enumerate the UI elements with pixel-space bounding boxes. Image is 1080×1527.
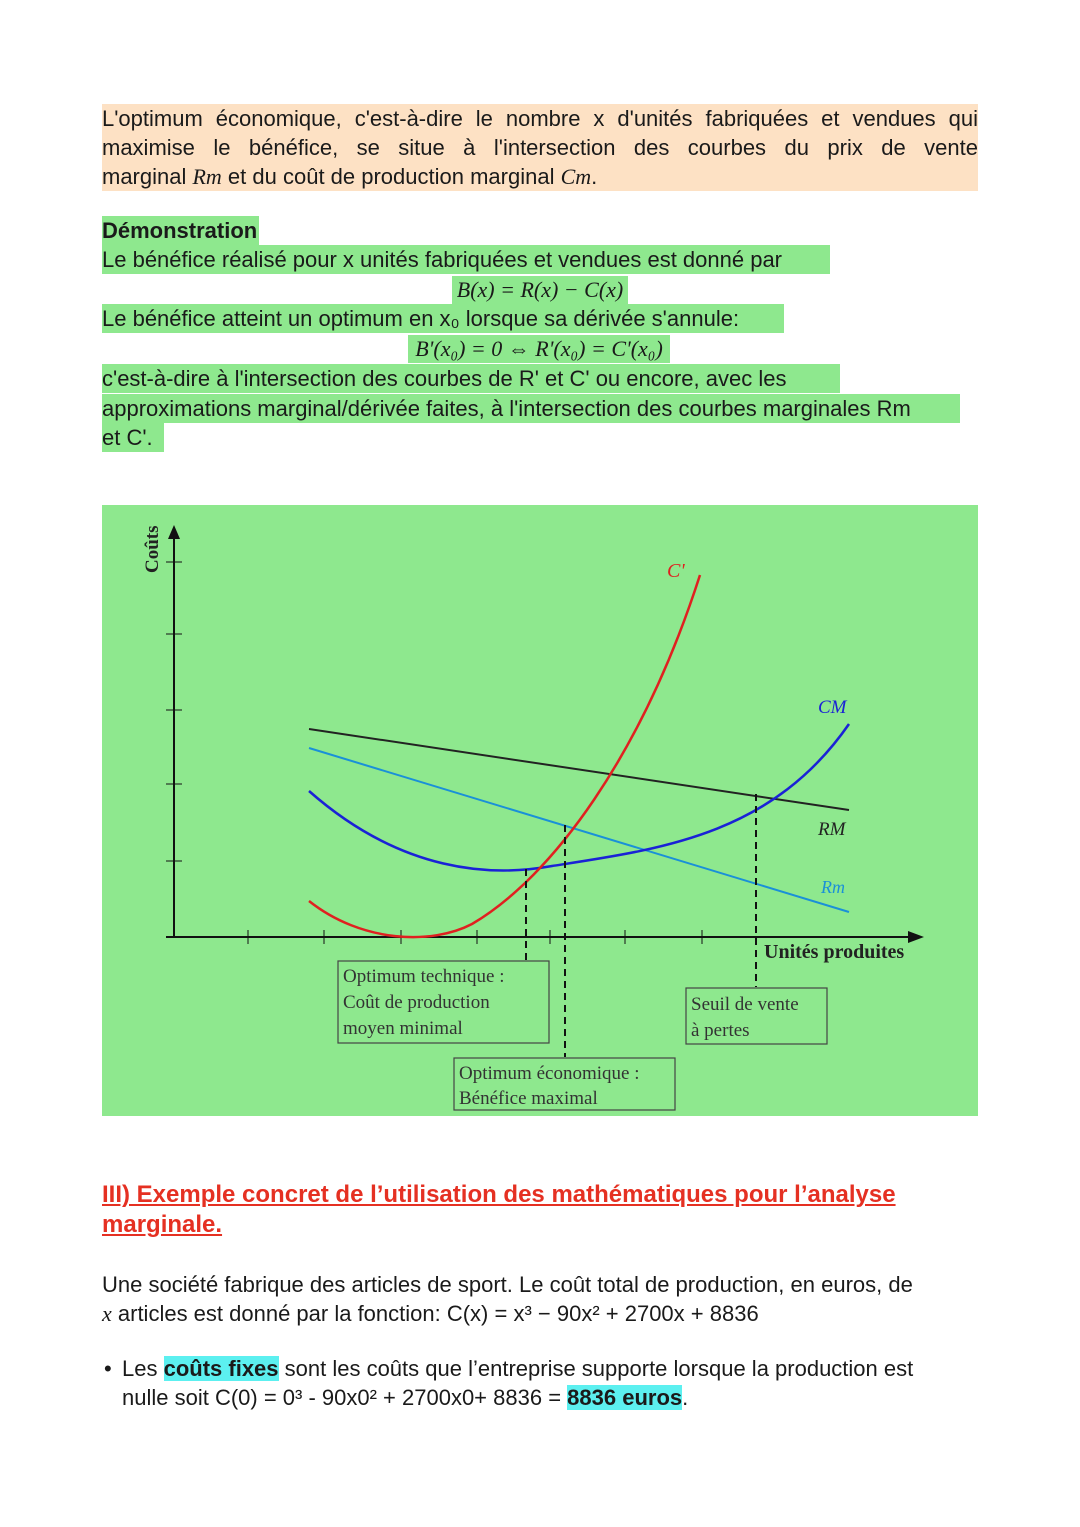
demo-line-4: approximations marginal/dérivée faites, à l'intersection des courbes marginales Rm	[102, 394, 960, 423]
section-heading-line-1: III) Exemple concret de l’utilisation des mathématiques pour l’analyse	[102, 1181, 896, 1208]
section-heading-line-2: marginale.	[102, 1211, 223, 1238]
intro-line-2: maximise le bénéfice, se situe à l'intersection des courbes du prix de vente	[102, 135, 978, 160]
equation-2: B'(x₀) = 0 ⇔ R'(x₀) = C'(x₀)	[408, 335, 670, 363]
box-technique-l1: Optimum technique :	[343, 966, 505, 987]
rm-average-curve	[309, 729, 849, 810]
demo-line-3: c'est-à-dire à l'intersection des courbes de R' et C' ou encore, avec les	[102, 364, 840, 393]
bullet-dot: •	[104, 1356, 112, 1381]
box-technique-text	[343, 966, 509, 1039]
intro-line-3	[102, 162, 978, 191]
label-c-prime: C'	[667, 560, 685, 582]
label-rm-average: RM	[818, 819, 846, 840]
section-heading	[102, 1180, 982, 1240]
x-axis-arrow	[908, 931, 924, 943]
label-rm-marginal: Rm	[821, 877, 845, 897]
label-cm: CM	[818, 697, 847, 718]
example-paragraph	[102, 1270, 982, 1328]
c-prime-curve	[309, 575, 700, 937]
intro-line-3-b: et du coût de production marginal	[221, 164, 561, 189]
box-economique-text	[459, 1063, 644, 1109]
demo-line-2: Le bénéfice atteint un optimum en x₀ lorsque sa dérivée s'annule:	[102, 304, 784, 333]
box-economique-l2: Bénéfice maximal	[459, 1088, 598, 1109]
box-technique-l2: Coût de production	[343, 992, 490, 1013]
y-axis-arrow	[168, 525, 180, 539]
bullet-l2-end: .	[682, 1385, 689, 1410]
demo-line-1: Le bénéfice réalisé pour x unités fabriquées et vendues est donné par	[102, 245, 830, 274]
economic-curves-graph	[102, 505, 978, 1116]
rm-marginal-curve	[309, 748, 849, 912]
bullet-line-2	[104, 1383, 984, 1412]
demo-line-5: et C'.	[102, 423, 164, 452]
demo-title: Démonstration	[102, 218, 258, 243]
var-x: x	[102, 1301, 112, 1326]
y-axis-label: Coûts	[142, 525, 163, 573]
highlight-8836-euros: 8836 euros	[567, 1385, 683, 1410]
box-technique-l3: moyen minimal	[343, 1018, 463, 1039]
bullet-a: Les	[122, 1356, 164, 1381]
box-seuil-text	[691, 994, 803, 1041]
bullet-line-1	[104, 1354, 984, 1383]
rm-symbol: Rm	[192, 164, 222, 189]
example-line-2-text: articles est donné par la fonction: C(x) = x³ − 90x² + 2700x + 8836	[111, 1301, 759, 1326]
box-seuil-l1: Seuil de vente	[691, 994, 799, 1015]
example-line-2	[102, 1299, 982, 1328]
intro-paragraph	[102, 104, 978, 191]
graph-svg	[102, 505, 978, 1116]
intro-line-1: L'optimum économique, c'est-à-dire le nombre x d'unités fabriquées et vendues qui	[102, 106, 978, 131]
intro-period: .	[591, 164, 598, 189]
equation-1: B(x) = R(x) − C(x)	[452, 276, 628, 304]
intro-line-3-a: marginal	[102, 164, 193, 189]
x-axis-label: Unités produites	[764, 941, 905, 963]
bullet-b: sont les coûts que l’entreprise supporte lorsque la production est	[278, 1356, 914, 1381]
bullet-l2-a: nulle soit C(0) = 0³ - 90x0² + 2700x0+ 8836 =	[122, 1385, 568, 1410]
box-seuil-l2: à pertes	[691, 1020, 750, 1041]
highlight-couts-fixes: coûts fixes	[163, 1356, 279, 1381]
example-line-1: Une société fabrique des articles de sport. Le coût total de production, en euros, de	[102, 1272, 913, 1297]
bullet-item	[104, 1354, 984, 1412]
box-economique-l1: Optimum économique :	[459, 1063, 640, 1084]
cm-symbol: Cm	[560, 164, 592, 189]
